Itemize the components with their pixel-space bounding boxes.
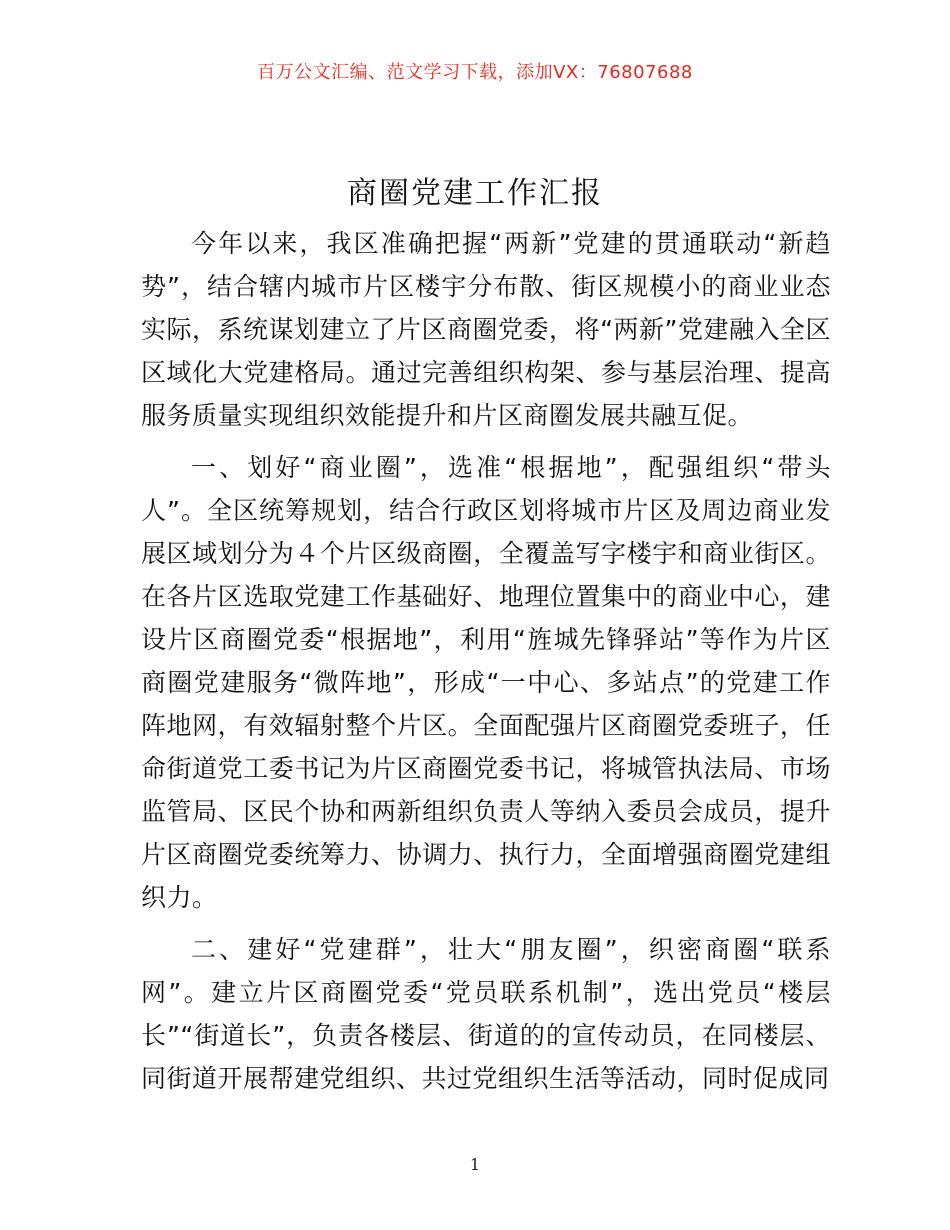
paragraph-section-one: 一、划好“商业圈”，选准“根据地”，配强组织“带头人”。全区统筹规划，结合行政区划将城市片区及周边商业发展区域划分为４个片区级商圈，全覆盖写字楼宇和商业街区。在各片区选取党建工作基础好、地理位置集中的商业中心，建设片区商圈党委“根据地”，利用“旌城先锋驿站”等作为片区商圈党建服务“微阵地”，形成“一中心、多站点”的党建工作阵地网，有效辐射整个片区。全面配强片区商圈党委班子，任命街道党工委书记为片区商圈党委书记，将城管执法局、市场监管局、区民个协和两新组织负责人等纳入委员会成员，提升片区商圈党委统筹力、协调力、执行力，全面增强商圈党建组织力。 [141,453,831,912]
page-number: 1 [469,1155,481,1174]
paragraph-section-two: 二、建好“党建群”，壮大“朋友圈”，织密商圈“联系网”。建立片区商圈党委“党员联系机制”，选出党员“楼层长”“街道长”，负责各楼层、街道的的宣传动员，在同楼层、同街道开展帮建党组织、共过党组织生活等活动，同时促成同 [141,935,831,1093]
promo-header-text: 百万公文汇编、范文学习下载，添加VX：76807688 [257,62,693,83]
document-body [141,222,831,1109]
paragraph-intro: 今年以来，我区准确把握“两新”党建的贯通联动“新趋势”，结合辖内城市片区楼宇分布散、街区规模小的商业业态实际，系统谋划建立了片区商圈党委，将“两新”党建融入全区区域化大党建格局。通过完善组织构架、参与基层治理、提高服务质量实现组织效能提升和片区商圈发展共融互促。 [141,229,831,430]
document-title: 商圈党建工作汇报 [347,176,603,211]
